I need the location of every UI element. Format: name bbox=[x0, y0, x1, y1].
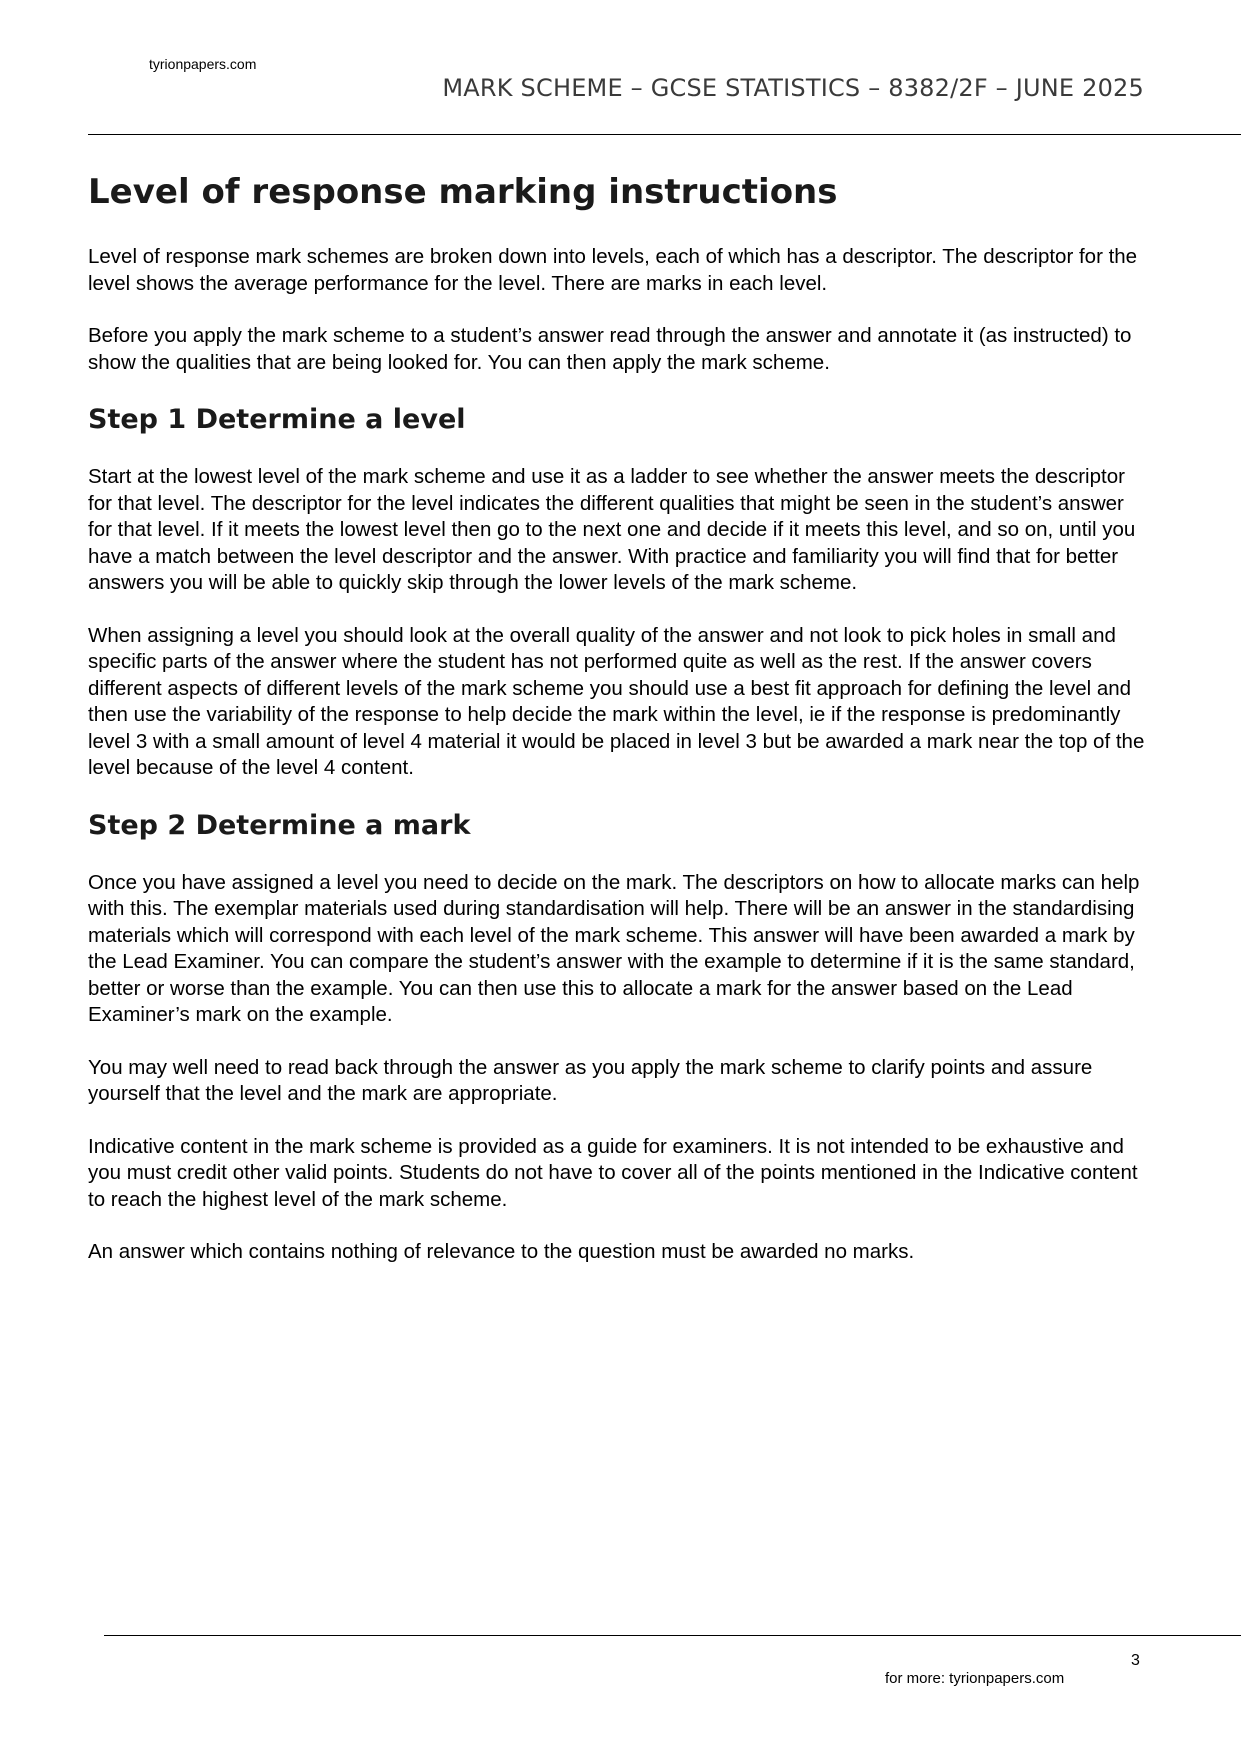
step2-paragraph-4: An answer which contains nothing of relevance to the question must be awarded no marks. bbox=[88, 1240, 915, 1263]
step2-paragraph-3: Indicative content in the mark scheme is provided as a guide for examiners. It is not intended to be exhaustive and you must credit other valid points. Students do not have to cover all of the points mentioned in the Indicative content to reach the highest level of the mark scheme. bbox=[88, 1134, 1138, 1211]
step2-paragraph-2: You may well need to read back through the answer as you apply the mark scheme to clarify points and assure yourself that the level and the mark are appropriate. bbox=[88, 1055, 1093, 1105]
page-number: 3 bbox=[1131, 1652, 1140, 1669]
header-rule bbox=[88, 134, 1241, 135]
step1-heading: Step 1 Determine a level bbox=[88, 404, 466, 435]
intro-paragraph-2: Before you apply the mark scheme to a student’s answer read through the answer and annotate it (as instructed) to show the qualities that are being looked for. You can then apply the mark scheme. bbox=[88, 324, 1132, 374]
main-content bbox=[88, 170, 1148, 1292]
step1-paragraph-1: Start at the lowest level of the mark scheme and use it as a ladder to see whether the answer meets the descriptor for that level. The descriptor for the level indicates the different qualities that might be seen in the student’s answer for that level. If it meets the lowest level then go to the next one and decide if it meets this level, and so on, until you have a match between the level descriptor and the answer. With practice and familiarity you will find that for better answers you will be able to quickly skip through the lower levels of the mark scheme. bbox=[88, 465, 1136, 594]
header-title: MARK SCHEME – GCSE STATISTICS – 8382/2F – JUNE 2025 bbox=[442, 74, 1144, 102]
intro-paragraph-1: Level of response mark schemes are broken down into levels, each of which has a descriptor. The descriptor for the level shows the average performance for the level. There are marks in each level. bbox=[88, 245, 1138, 295]
footer-link: for more: tyrionpapers.com bbox=[885, 1670, 1065, 1687]
page-title: Level of response marking instructions bbox=[88, 172, 838, 212]
footer-rule bbox=[104, 1635, 1241, 1636]
watermark-top: tyrionpapers.com bbox=[149, 56, 257, 72]
step2-paragraph-1: Once you have assigned a level you need to decide on the mark. The descriptors on how to allocate marks can help with this. The exemplar materials used during standardisation will help. There will be an answer in the standardising materials which will correspond with each level of the mark scheme. This answer will have been awarded a mark by the Lead Examiner. You can compare the student’s answer with the example to determine if it is the same standard, better or worse than the example. You can then use this to allocate a mark for the answer based on the Lead Examiner’s mark on the example. bbox=[88, 870, 1140, 1026]
step1-paragraph-2: When assigning a level you should look at the overall quality of the answer and not look to pick holes in small and specific parts of the answer where the student has not performed quite as well as the rest. If the answer covers different aspects of different levels of the mark scheme you should use a best fit approach for defining the level and then use the variability of the response to help decide the mark within the level, ie if the response is predominantly level 3 with a small amount of level 4 material it would be placed in level 3 but be awarded a mark near the top of the level because of the level 4 content. bbox=[88, 623, 1145, 779]
step2-heading: Step 2 Determine a mark bbox=[88, 809, 471, 841]
